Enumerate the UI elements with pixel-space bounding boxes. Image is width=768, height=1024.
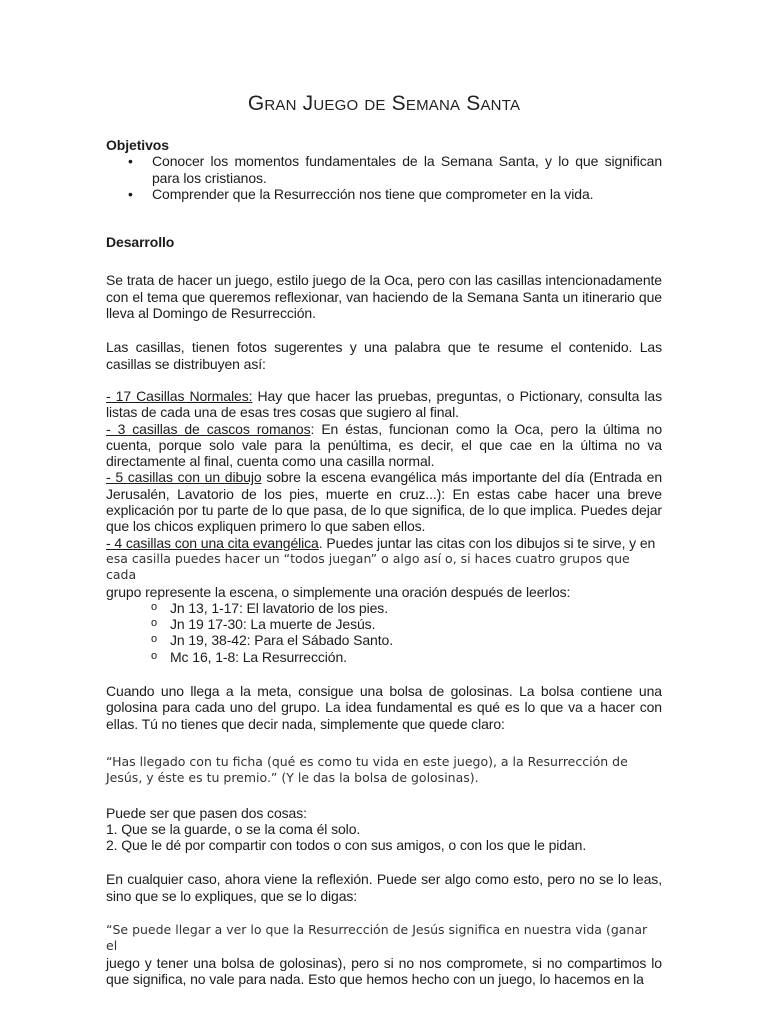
casilla-normales [106, 388, 662, 421]
casilla-cita-label: - 4 casillas con una cita evangélica [106, 534, 319, 551]
casilla-cita-alt-line: esa casilla puedes hacer un “todos juegan” o algo así o, si haces cuatro grupos que cada [106, 550, 630, 583]
casilla-dibujo [106, 469, 662, 534]
document-body [106, 137, 662, 987]
desarrollo-paragraph-3: Cuando uno llega a la meta, consigue una bolsa de golosinas. La bolsa contiene una golosina para cada uno del grupo. La idea fundamental es qué es lo que va a hacer con ellas. Tú no tienes que decir nada, simplemente que quede claro: [106, 683, 662, 732]
quote-2-start: “Se puede llegar a ver lo que la Resurrección de Jesús significa en nuestra vida (ganar el [106, 921, 648, 954]
casilla-cascos-text: : En éstas, funcionan como la Oca, pero la última no cuenta, porque solo vale para la penúltima, es decir, el que cae en la última no va directamente al final, cuenta como una casilla normal. [106, 420, 663, 470]
consecuencia-1: 1. Que se la guarde, o se la coma él solo. [106, 820, 361, 837]
consecuencia-2: 2. Que le dé por compartir con todos o con sus amigos, o con los que le pidan. [106, 837, 587, 854]
desarrollo-paragraph-2: Las casillas, tienen fotos sugerentes y una palabra que te resume el contenido. Las casillas se distribuyen así: [106, 339, 662, 372]
cita-item-1: o Jn 13, 1-17: El lavatorio de los pies. [106, 600, 662, 616]
cita-item-2: o Jn 19 17-30: La muerte de Jesús. [106, 616, 662, 632]
casilla-dibujo-label: - 5 casillas con un dibujo [106, 469, 262, 486]
objetivo-item-2: • Comprender que la Resurrección nos tiene que comprometer en la vida. [106, 186, 662, 202]
desarrollo-paragraph-5: En cualquier caso, ahora viene la reflexión. Puede ser algo como esto, pero no se lo leas, sino que se lo expliques, que se lo digas: [106, 871, 662, 904]
casilla-cita [106, 535, 662, 551]
consecuencias-intro: Puede ser que pasen dos cosas: [106, 804, 307, 821]
casilla-normales-label: - 17 Casillas Normales: [106, 387, 253, 404]
casilla-cita-text: . Puedes juntar las citas con los dibujos si te sirve, y en [318, 534, 656, 551]
objetivos-heading: Objetivos [106, 137, 169, 153]
quote-1: “Has llegado con tu ficha (qué es como tu vida en este juego), a la Resurrección de Jesús, y éste es tu premio.” (Y le das la bolsa de golosinas). [106, 753, 628, 786]
casilla-dibujo-text: sobre la escena evangélica más importante del día (Entrada en Jerusalén, Lavatorio de los pies, muerte en cruz...): En estas cabe hacer una breve explicación por tu parte de lo que pasa, de lo que significa, de lo que implica. Puedes dejar que los chicos expliquen primero lo que saben ellos. [106, 469, 662, 535]
casilla-cascos [106, 421, 662, 470]
citas-list [106, 600, 662, 665]
cita-item-3: o Jn 19, 38-42: Para el Sábado Santo. [106, 632, 662, 648]
objetivos-list [106, 153, 662, 202]
document-title: Gran Juego de Semana Santa [247, 92, 521, 115]
desarrollo-paragraph-1: Se trata de hacer un juego, estilo juego de la Oca, pero con las casillas intencionadamente con el tema que queremos reflexionar, van haciendo de la Semana Santa un itinerario que lleva al Domingo de Resurrección. [106, 272, 662, 322]
casilla-cita-tail: grupo represente la escena, o simplemente una oración después de leerlos: [106, 583, 571, 600]
casilla-normales-text: Hay que hacer las pruebas, preguntas, o Pictionary, consulta las listas de cada una de esas tres cosas que sugiero al final. [106, 387, 662, 421]
cita-item-4: o Mc 16, 1-8: La Resurrección. [106, 649, 662, 665]
quote-2-rest: juego y tener una bolsa de golosinas), pero si no nos compromete, si no compartimos lo que significa, no vale para nada. Esto que hemos hecho con un juego, lo hacemos en la [106, 954, 662, 987]
desarrollo-heading: Desarrollo [106, 234, 175, 251]
casilla-cascos-label: - 3 casillas de cascos romanos [106, 420, 311, 437]
objetivo-item-1: • Conocer los momentos fundamentales de la Semana Santa, y lo que significan para los cristianos. [106, 153, 662, 186]
